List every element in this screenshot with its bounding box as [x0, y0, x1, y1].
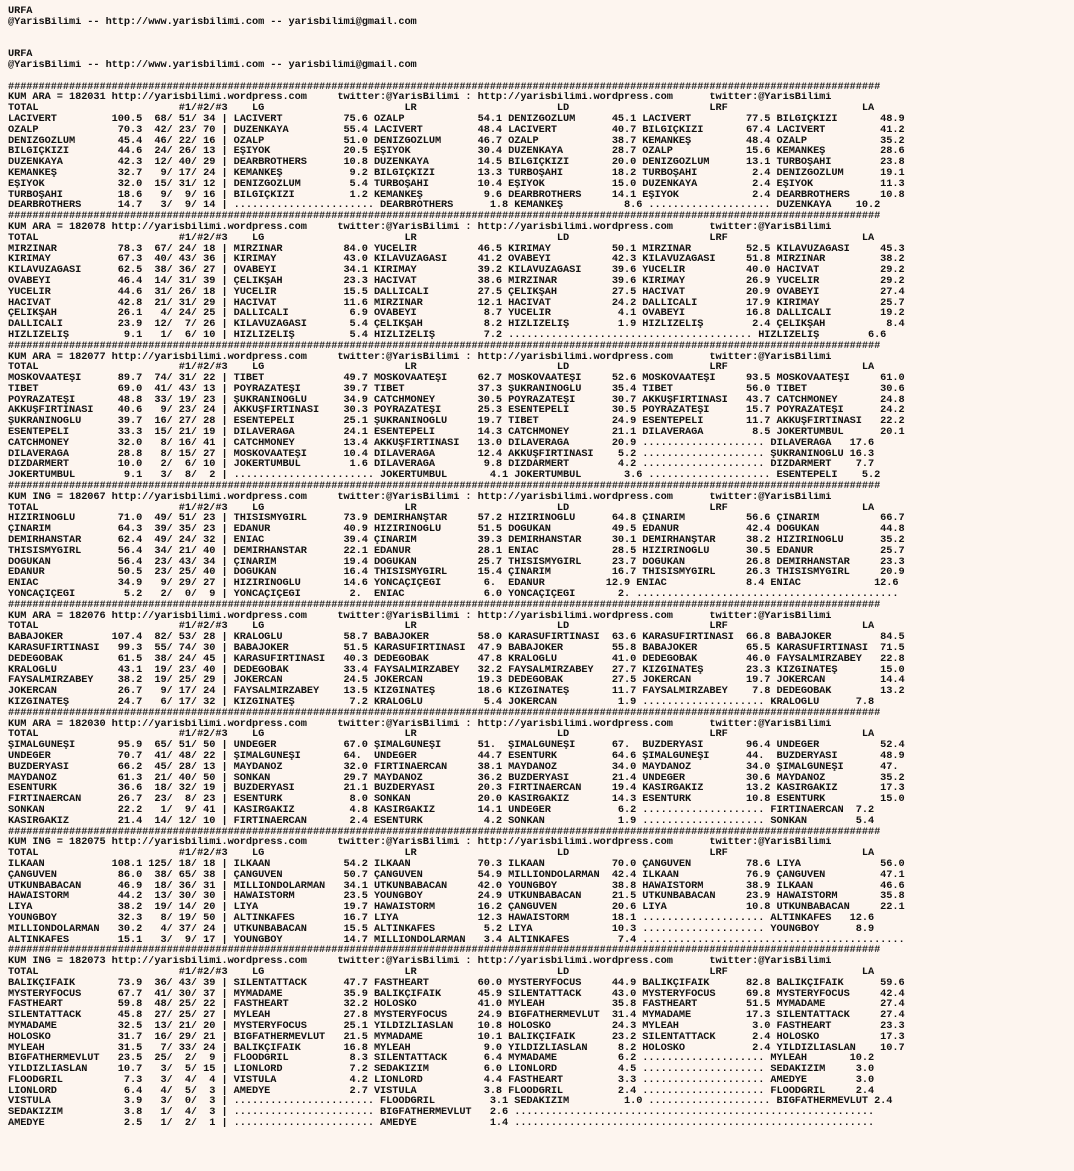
horse-row: MAYDANOZ 61.3 21/ 40/ 50 | SONKAN 29.7 MAYDANOZ 36.2 BUZDERYASI 21.4 ÜNDEĞER 30.6 MAYDANOZ 35.2 [8, 772, 905, 784]
horse-row: POYRAZATEŞİ 48.8 33/ 19/ 23 | ŞÜKRANİNOĞLU 34.9 CATCHMONEY 30.5 POYRAZATEŞİ 30.7 AKKUŞFIRTINASI 43.7 CATCHMONEY 24.8 [8, 394, 905, 406]
horse-row: YILDIZLIASLAN 10.7 3/ 5/ 15 | LİONLORD 7.2 SEDAKIZIM 6.0 LİONLORD 4.5 .................... SEDAKIZIM 3.0 [8, 1064, 875, 1075]
horse-row: DEARBROTHERS 14.7 3/ 9/ 14 | ....................... DEARBROTHERS 1.8 KEMANKEŞ 8.6 .................... DÜZENKAYA 10.2 [8, 200, 881, 212]
horse-row: BALIKÇIFAİK 73.9 36/ 43/ 39 | SILENTATTACK 47.7 FASTHEART 60.0 MYSTERYFOCUS 44.9 BALIKÇIFAİK 82.8 BALIKÇIFAİK 59.6 [8, 977, 905, 989]
horse-row: ÜNDEĞER 70.7 41/ 48/ 22 | ŞİMALGÜNEŞİ 64. ÜNDEĞER 44.7 ESENTÜRK 64.6 ŞİMALGÜNEŞİ 44. BUZDERYASI 48.9 [8, 750, 905, 762]
horse-row: ÖZALP 70.3 42/ 23/ 70 | DÜZENKAYA 55.4 LACİVERT 48.4 LACİVERT 40.7 BİLGİÇKIZI 67.4 LACİVERT 41.2 [8, 124, 905, 136]
horse-row: LİONLORD 6.4 4/ 5/ 3 | AMEDYE 2.7 VİSTULA 3.8 FLOODGRIL 2.4 .................... FLOODGRIL 2.4 [8, 1085, 875, 1097]
horse-row: ŞİMALGÜNEŞİ 95.9 65/ 51/ 50 | ÜNDEĞER 67.0 ŞİMALGÜNEŞİ 51. ŞİMALGÜNEŞİ 67. BUZDERYASI 96.4 ÜNDEĞER 52.4 [8, 740, 905, 751]
blank-line [8, 38, 1068, 49]
horse-row: THISISMYGIRL 56.4 34/ 21/ 40 | DEMİRHANSTAR 22.1 EDANUR 28.1 ENİAC 28.5 HIZIRINOĞLU 30.5 EDANUR 25.7 [8, 545, 905, 557]
race-title: KUM ARA = 182076 http://yarisbilimi.wordpress.com twitter:@YarisBilimi : http://yarisbilimi.wordpress.com twitter:@YarisBilimi [8, 610, 832, 622]
horse-row: MILLIONDOLARMAN 30.2 4/ 37/ 24 | UTKUNBABACAN 15.5 ALTINKAFES 5.2 LİYA 10.3 .................... YOUNGBOY 8.9 [8, 923, 875, 935]
horse-row: ÇANGUVEN 86.0 38/ 65/ 38 | ÇANGUVEN 50.7 ÇANGUVEN 54.9 MILLIONDOLARMAN 42.4 İLKAAN 76.9 ÇANGUVEN 47.1 [8, 869, 905, 881]
horse-row: DEDEGOBAK 61.5 38/ 24/ 45 | KARASUFIRTINASI 40.3 DEDEGOBAK 47.8 KRALOĞLU 41.0 DEDEGOBAK 46.0 FAYSALMİRZABEY 22.8 [8, 653, 905, 665]
report-document [8, 6, 1068, 1129]
horse-row: DİLAVERAĞA 28.8 8/ 15/ 27 | MOSKOVAATEŞİ 10.4 DİLAVERAĞA 12.4 AKKUŞFIRTINASI 5.2 .................... ŞÜKRANİNOĞLU 16.3 [8, 448, 875, 460]
race-title: KUM ARA = 182077 http://yarisbilimi.wordpress.com twitter:@YarisBilimi : http://yarisbilimi.wordpress.com twitter:@YarisBilimi [8, 351, 832, 363]
horse-row: SILENTATTACK 45.8 27/ 25/ 27 | MYLEAH 27.8 MYSTERYFOCUS 24.9 BIGFATHERMEVLÜT 31.4 MYMADAME 17.3 SILENTATTACK 27.4 [8, 1010, 905, 1021]
horse-row: MOSKOVAATEŞİ 89.7 74/ 31/ 22 | TİBET 49.7 MOSKOVAATEŞİ 62.7 MOSKOVAATEŞİ 52.6 MOSKOVAATEŞİ 93.5 MOSKOVAATEŞİ 61.0 [8, 373, 905, 384]
column-header: TOTAL #1/#2/#3 LG LR LD LRF LA [8, 103, 875, 114]
horse-row: JOKERCAN 26.7 9/ 17/ 24 | FAYSALMİRZABEY 13.5 KIZGINATEŞ 18.6 KIZGINATEŞ 11.7 FAYSALMİRZABEY 7.8 DEDEGOBAK 13.2 [8, 686, 905, 697]
horse-row: FIRTINAERCAN 26.7 23/ 8/ 23 | ESENTÜRK 8.0 SONKAN 20.0 KASIRGAKIZ 14.3 ESENTÜRK 10.8 ESENTÜRK 15.0 [8, 794, 905, 805]
blank-line [8, 71, 1068, 82]
horse-row: CATCHMONEY 32.0 8/ 16/ 41 | CATCHMONEY 13.4 AKKUŞFIRTINASI 13.0 DİLAVERAĞA 20.9 .................... DİLAVERAĞA 17.6 [8, 437, 875, 449]
horse-row: ESENTEPELİ 33.3 15/ 21/ 19 | DİLAVERAĞA 24.1 ESENTEPELİ 14.3 CATCHMONEY 21.1 DİLAVERAĞA 8.5 JOKERTUMBUL 20.1 [8, 427, 905, 438]
horse-row: ALTINKAFES 15.1 3/ 9/ 17 | YOUNGBOY 14.7 MILLIONDOLARMAN 3.4 ALTINKAFES 7.4 ........................................... [8, 934, 905, 946]
horse-row: EDANUR 50.5 23/ 25/ 40 | DOĞUKAN 16.4 THISISMYGIRL 15.4 ÇINARIM 16.7 THISISMYGIRL 26.3 THISISMYGIRL 20.9 [8, 567, 905, 579]
blank-line [8, 28, 1068, 39]
horse-row: LİYA 38.2 19/ 14/ 20 | LİYA 19.7 HAWAISTORM 16.2 ÇANGUVEN 20.6 LİYA 10.8 UTKUNBABACAN 22.1 [8, 902, 905, 913]
horse-row: YONCAÇİÇEĞİ 5.2 2/ 0/ 9 | YONCAÇİÇEĞİ 2. ENİAC 6.0 YONCAÇİÇEĞİ 2. ........................................... [8, 589, 899, 600]
horse-row: KILAVUZAĞASI 62.5 38/ 36/ 27 | OVABEYİ 34.1 KIRIMAY 39.2 KILAVUZAĞASI 39.6 YÜCELİR 40.0 HACIVAT 29.2 [8, 265, 905, 276]
horse-row: BUZDERYASI 66.2 45/ 28/ 13 | MAYDANOZ 32.0 FIRTINAERCAN 38.1 MAYDANOZ 34.0 MAYDANOZ 34.0 ŞİMALGÜNEŞİ 47. [8, 761, 899, 773]
horse-row: ŞÜKRANİNOĞLU 39.7 16/ 27/ 28 | ESENTEPELİ 25.1 ŞÜKRANİNOĞLU 19.7 TİBET 24.9 ESENTEPELİ 11.7 AKKUŞFIRTINASI 22.2 [8, 416, 905, 428]
separator-line: ############################################################################################################################################### [8, 945, 881, 957]
horse-row: HIZIRINOĞLU 71.0 49/ 51/ 23 | THISISMYGIRL 73.9 DEMİRHANŞTAR 57.2 HIZIRINOĞLU 64.8 ÇINARIM 56.6 ÇINARIM 66.7 [8, 513, 905, 525]
horse-row: HACIVAT 42.8 21/ 31/ 29 | HACIVAT 11.6 MIRZINAR 12.1 HACIVAT 24.2 DALLICALI 17.9 KIRIMAY 25.7 [8, 297, 905, 309]
separator-line: ############################################################################################################################################### [8, 211, 881, 222]
report-title: URFA [8, 6, 33, 17]
race-title: KUM ARA = 182031 http://yarisbilimi.wordpress.com twitter:@YarisBilimi : http://yarisbilimi.wordpress.com twitter:@YarisBilimi [8, 92, 832, 104]
separator-line: ############################################################################################################################################### [8, 481, 881, 492]
horse-row: DENİZGÖZLÜM 45.4 46/ 22/ 16 | ÖZALP 51.0 DENİZGÖZLÜM 46.7 ÖZALP 38.7 KEMANKEŞ 48.4 ÖZALP 35.2 [8, 135, 905, 147]
separator-line: ############################################################################################################################################### [8, 599, 881, 611]
horse-row: İLKAAN 108.1 125/ 18/ 18 | İLKAAN 54.2 İLKAAN 70.3 İLKAAN 70.0 ÇANGUVEN 78.6 LİYA 56.0 [8, 858, 905, 870]
horse-row: KIRIMAY 67.3 40/ 43/ 36 | KIRIMAY 43.0 KILAVUZAĞASI 41.2 OVABEYİ 42.3 KILAVUZAĞASI 51.8 MIRZINAR 38.2 [8, 254, 905, 266]
horse-row: SONKAN 22.2 1/ 9/ 41 | KASIRGAKIZ 4.8 KASIRGAKIZ 14.1 ÜNDEĞER 6.2 .................... FIRTINAERCAN 7.2 [8, 804, 875, 816]
horse-row: DİZDARMERT 10.0 2/ 6/ 10 | JOKERTUMBUL 1.6 DİLAVERAĞA 9.8 DİZDARMERT 4.2 .................... DİZDARMERT 7.7 [8, 459, 875, 471]
horse-row: LACİVERT 100.5 68/ 51/ 34 | LACİVERT 75.6 ÖZALP 54.1 DENİZGÖZLÜM 45.1 LACİVERT 77.5 BİLGİÇKIZI 48.9 [8, 113, 905, 125]
horse-row: KASIRGAKIZ 21.4 14/ 12/ 10 | FIRTINAERCAN 2.4 ESENTÜRK 4.2 SONKAN 1.9 .................... SONKAN 5.4 [8, 815, 875, 827]
horse-row: MIRZINAR 78.3 67/ 24/ 18 | MIRZINAR 84.0 YÜCELİR 46.5 KIRIMAY 50.1 MIRZINAR 52.5 KILAVUZAĞASI 45.3 [8, 243, 905, 255]
horse-row: KRALOĞLU 43.1 19/ 23/ 40 | DEDEGOBAK 33.4 FAYSALMİRZABEY 32.2 FAYSALMİRZABEY 27.7 KIZGINATEŞ 23.3 KIZGINATEŞ 15.0 [8, 664, 905, 676]
horse-row: FASTHEART 59.8 48/ 25/ 22 | FASTHEART 32.2 HOLOSKO 41.0 MYLEAH 35.8 FASTHEART 51.5 MYMADAME 27.4 [8, 999, 905, 1011]
horse-row: FAYSALMİRZABEY 38.2 19/ 25/ 29 | JOKERCAN 24.5 JOKERCAN 19.3 DEDEGOBAK 27.5 JOKERCAN 19.7 JOKERCAN 14.4 [8, 675, 905, 687]
horse-row: FLOODGRIL 7.3 3/ 4/ 4 | VİSTULA 4.2 LİONLORD 4.4 FASTHEART 3.3 .................... AMEDYE 3.0 [8, 1074, 875, 1086]
separator-line: ############################################################################################################################################### [8, 826, 881, 838]
horse-row: JOKERTUMBUL 9.1 3/ 8/ 2 | ....................... JOKERTUMBUL 4.1 JOKERTUMBUL 3.6 .................... ESENTEPELİ 5.2 [8, 470, 881, 482]
horse-row: OVABEYİ 46.4 14/ 31/ 39 | ÇELİKŞAH 23.3 HACIVAT 38.6 MIRZINAR 39.6 KIRIMAY 26.9 YÜCELİR 29.2 [8, 275, 905, 287]
horse-row: KEMANKEŞ 32.7 9/ 17/ 24 | KEMANKEŞ 9.2 BİLGİÇKIZI 13.3 TURBOŞAHİ 18.2 TURBOŞAHİ 2.4 DENİZGÖZLÜM 19.1 [8, 167, 905, 179]
horse-row: BIGFATHERMEVLÜT 23.5 25/ 2/ 9 | FLOODGRIL 8.3 SILENTATTACK 6.4 MYMADAME 6.2 .................... MYLEAH 10.2 [8, 1053, 875, 1065]
horse-row: ESENTÜRK 36.6 18/ 32/ 19 | BUZDERYASI 21.1 BUZDERYASI 20.3 FIRTINAERCAN 19.4 KASIRGAKIZ 13.2 KASIRGAKIZ 17.3 [8, 783, 905, 795]
horse-row: DEMİRHANSTAR 62.4 49/ 24/ 32 | ENİAC 39.4 ÇINARIM 39.3 DEMİRHANSTAR 30.1 DEMİRHANŞTAR 38.2 HIZIRINOĞLU 35.2 [8, 535, 905, 546]
horse-row: MYLEAH 31.5 7/ 33/ 24 | BALIKÇIFAİK 16.8 MYLEAH 9.0 YILDIZLIASLAN 8.2 HOLOSKO 2.4 YILDIZLIASLAN 10.7 [8, 1042, 905, 1054]
horse-row: DÜZENKAYA 42.3 12/ 40/ 29 | DEARBROTHERS 10.8 DÜZENKAYA 14.5 BİLGİÇKIZI 20.0 DENİZGÖZLÜM 13.1 TURBOŞAHİ 23.8 [8, 157, 905, 168]
horse-row: ÇELİKŞAH 26.1 4/ 24/ 25 | DALLICALI 6.9 OVABEYİ 8.7 YÜCELİR 4.1 OVABEYİ 16.8 DALLICALI 19.2 [8, 308, 905, 320]
horse-row: AMEDYE 2.5 1/ 2/ 1 | ....................... AMEDYE 1.4 ........................................................... [8, 1118, 875, 1129]
separator-line: ############################################################################################################################################### [8, 340, 881, 352]
column-header: TOTAL #1/#2/#3 LG LR LD LRF LA [8, 848, 875, 859]
horse-row: YOUNGBOY 32.3 8/ 19/ 50 | ALTINKAFES 16.7 LİYA 12.3 HAWAISTORM 18.1 .................... ALTINKAFES 12.6 [8, 912, 875, 924]
horse-row: MYMADAME 32.5 13/ 21/ 20 | MYSTERYFOCUS 25.1 YILDIZLIASLAN 10.8 HOLOSKO 24.3 MYLEAH 3.0 FASTHEART 23.3 [8, 1020, 905, 1032]
race-title: KUM İNG = 182075 http://yarisbilimi.wordpress.com twitter:@YarisBilimi : http://yarisbilimi.wordpress.com twitter:@YarisBilimi [8, 837, 832, 849]
column-header: TOTAL #1/#2/#3 LG LR LD LRF LA [8, 966, 875, 978]
separator-line: ############################################################################################################################################### [8, 81, 881, 93]
horse-row: HIZLIZELİŞ 9.1 1/ 6/ 10 | HIZLIZELİŞ 5.4 HIZLIZELİŞ 7.2 ........................................ HIZLIZELİŞ 6.6 [8, 329, 887, 341]
separator-line: ############################################################################################################################################### [8, 707, 881, 719]
horse-row: UTKUNBABACAN 46.9 18/ 36/ 31 | MILLIONDOLARMAN 34.1 UTKUNBABACAN 42.0 YOUNGBOY 38.8 HAWAISTORM 38.9 İLKAAN 46.6 [8, 880, 905, 892]
horse-row: YÜCELİR 44.6 31/ 26/ 18 | YÜCELİR 15.5 DALLICALI 27.5 ÇELİKŞAH 27.5 HACIVAT 20.9 OVABEYİ 27.4 [8, 286, 905, 298]
horse-row: DALLICALI 23.9 12/ 7/ 26 | KILAVUZAĞASI 5.4 ÇELİKŞAH 8.2 HIZLIZELİŞ 1.9 HIZLIZELİŞ 2.4 ÇELİKŞAH 8.4 [8, 319, 905, 330]
horse-row: DOĞUKAN 56.4 23/ 43/ 34 | ÇINARIM 19.4 DOĞUKAN 25.7 THISISMYGIRL 23.7 DOĞUKAN 26.8 DEMİRHANSTAR 23.3 [8, 556, 905, 568]
horse-row: KIZGINATEŞ 24.7 6/ 17/ 32 | KIZGINATEŞ 7.2 KRALOĞLU 5.4 JOKERCAN 1.9 .................... KRALOĞLU 7.8 [8, 697, 875, 708]
horse-row: HOLOSKO 31.7 16/ 29/ 21 | BIGFATHERMEVLÜT 21.5 MYMADAME 10.1 BALIKÇIFAİK 23.2 SILENTATTACK 2.4 HOLOSKO 17.3 [8, 1031, 905, 1043]
race-title: KUM İNG = 182073 http://yarisbilimi.wordpress.com twitter:@YarisBilimi : http://yarisbilimi.wordpress.com twitter:@YarisBilimi [8, 956, 832, 967]
report-title: URFA [8, 49, 33, 60]
race-title: KUM ARA = 182030 http://yarisbilimi.wordpress.com twitter:@YarisBilimi : http://yarisbilimi.wordpress.com twitter:@YarisBilimi [8, 718, 832, 730]
horse-row: TURBOŞAHİ 18.6 9/ 9/ 16 | BİLGİÇKIZI 1.2 KEMANKEŞ 9.6 DEARBROTHERS 14.1 EŞİYOK 2.4 DEARBROTHERS 10.8 [8, 189, 905, 201]
horse-row: EŞİYOK 32.0 15/ 31/ 12 | DENİZGÖZLÜM 5.4 TURBOŞAHİ 10.4 EŞİYOK 15.0 DÜZENKAYA 2.4 EŞİYOK 11.3 [8, 178, 905, 190]
horse-row: KARASUFIRTINASI 99.3 55/ 74/ 30 | BABAJOKER 51.5 KARASUFIRTINASI 47.9 BABAJOKER 55.8 BABAJOKER 65.5 KARASUFIRTINASI 71.5 [8, 643, 905, 654]
horse-row: ÇINARIM 64.3 39/ 35/ 23 | EDANUR 40.9 HIZIRINOĞLU 51.5 DOĞUKAN 49.5 EDANUR 42.4 DOĞUKAN 44.8 [8, 524, 905, 536]
column-header: TOTAL #1/#2/#3 LG LR LD LRF LA [8, 232, 875, 244]
race-title: KUM İNG = 182067 http://yarisbilimi.wordpress.com twitter:@YarisBilimi : http://yarisbilimi.wordpress.com twitter:@YarisBilimi [8, 491, 832, 503]
report-credit: @YarisBilimi -- http://www.yarisbilimi.com -- yarisbilimi@gmail.com [8, 59, 417, 71]
column-header: TOTAL #1/#2/#3 LG LR LD LRF LA [8, 729, 875, 741]
horse-row: MYSTERYFOCUS 67.7 41/ 30/ 37 | MYMADAME 35.9 BALIKÇIFAİK 45.9 SILENTATTACK 43.0 MYSTERYFOCUS 69.8 MYSTERYFOCUS 42.4 [8, 988, 905, 1000]
horse-row: VİSTULA 3.9 3/ 0/ 3 | ....................... FLOODGRIL 3.1 SEDAKIZIM 1.0 .................... BIGFATHERMEVLÜT 2.4 [8, 1096, 893, 1108]
horse-row: HAWAISTORM 44.2 13/ 30/ 30 | HAWAISTORM 23.5 YOUNGBOY 24.9 UTKUNBABACAN 21.5 UTKUNBABACAN 23.9 HAWAISTORM 35.8 [8, 891, 905, 903]
horse-row: BABAJOKER 107.4 82/ 53/ 28 | KRALOĞLU 58.7 BABAJOKER 58.0 KARASUFIRTINASI 63.6 KARASUFIRTINASI 66.8 BABAJOKER 84.5 [8, 632, 905, 644]
column-header: TOTAL #1/#2/#3 LG LR LD LRF LA [8, 362, 875, 374]
horse-row: BİLGİÇKIZI 44.6 24/ 26/ 13 | EŞİYOK 20.5 EŞİYOK 30.4 DÜZENKAYA 28.7 ÖZALP 15.6 KEMANKEŞ 28.6 [8, 146, 905, 158]
report-credit: @YarisBilimi -- http://www.yarisbilimi.com -- yarisbilimi@gmail.com [8, 16, 417, 28]
horse-row: ENİAC 34.9 9/ 29/ 27 | HIZIRINOĞLU 14.6 YONCAÇİÇEĞİ 6. EDANUR 12.9 ENİAC 8.4 ENİAC 12.6 [8, 578, 899, 590]
column-header: TOTAL #1/#2/#3 LG LR LD LRF LA [8, 621, 875, 633]
column-header: TOTAL #1/#2/#3 LG LR LD LRF LA [8, 502, 875, 514]
horse-row: TİBET 69.0 41/ 43/ 13 | POYRAZATEŞİ 39.7 TİBET 37.3 ŞÜKRANİNOĞLU 35.4 TİBET 56.0 TİBET 30.6 [8, 383, 905, 395]
horse-row: AKKUŞFIRTINASI 40.6 9/ 23/ 24 | AKKUŞFIRTINASI 30.3 POYRAZATEŞİ 25.3 ESENTEPELİ 30.5 POYRAZATEŞİ 15.7 POYRAZATEŞİ 24.2 [8, 405, 905, 417]
race-title: KUM ARA = 182078 http://yarisbilimi.wordpress.com twitter:@YarisBilimi : http://yarisbilimi.wordpress.com twitter:@YarisBilimi [8, 221, 832, 233]
horse-row: SEDAKIZIM 3.8 1/ 4/ 3 | ....................... BIGFATHERMEVLÜT 2.6 ........................................................... [8, 1107, 875, 1119]
